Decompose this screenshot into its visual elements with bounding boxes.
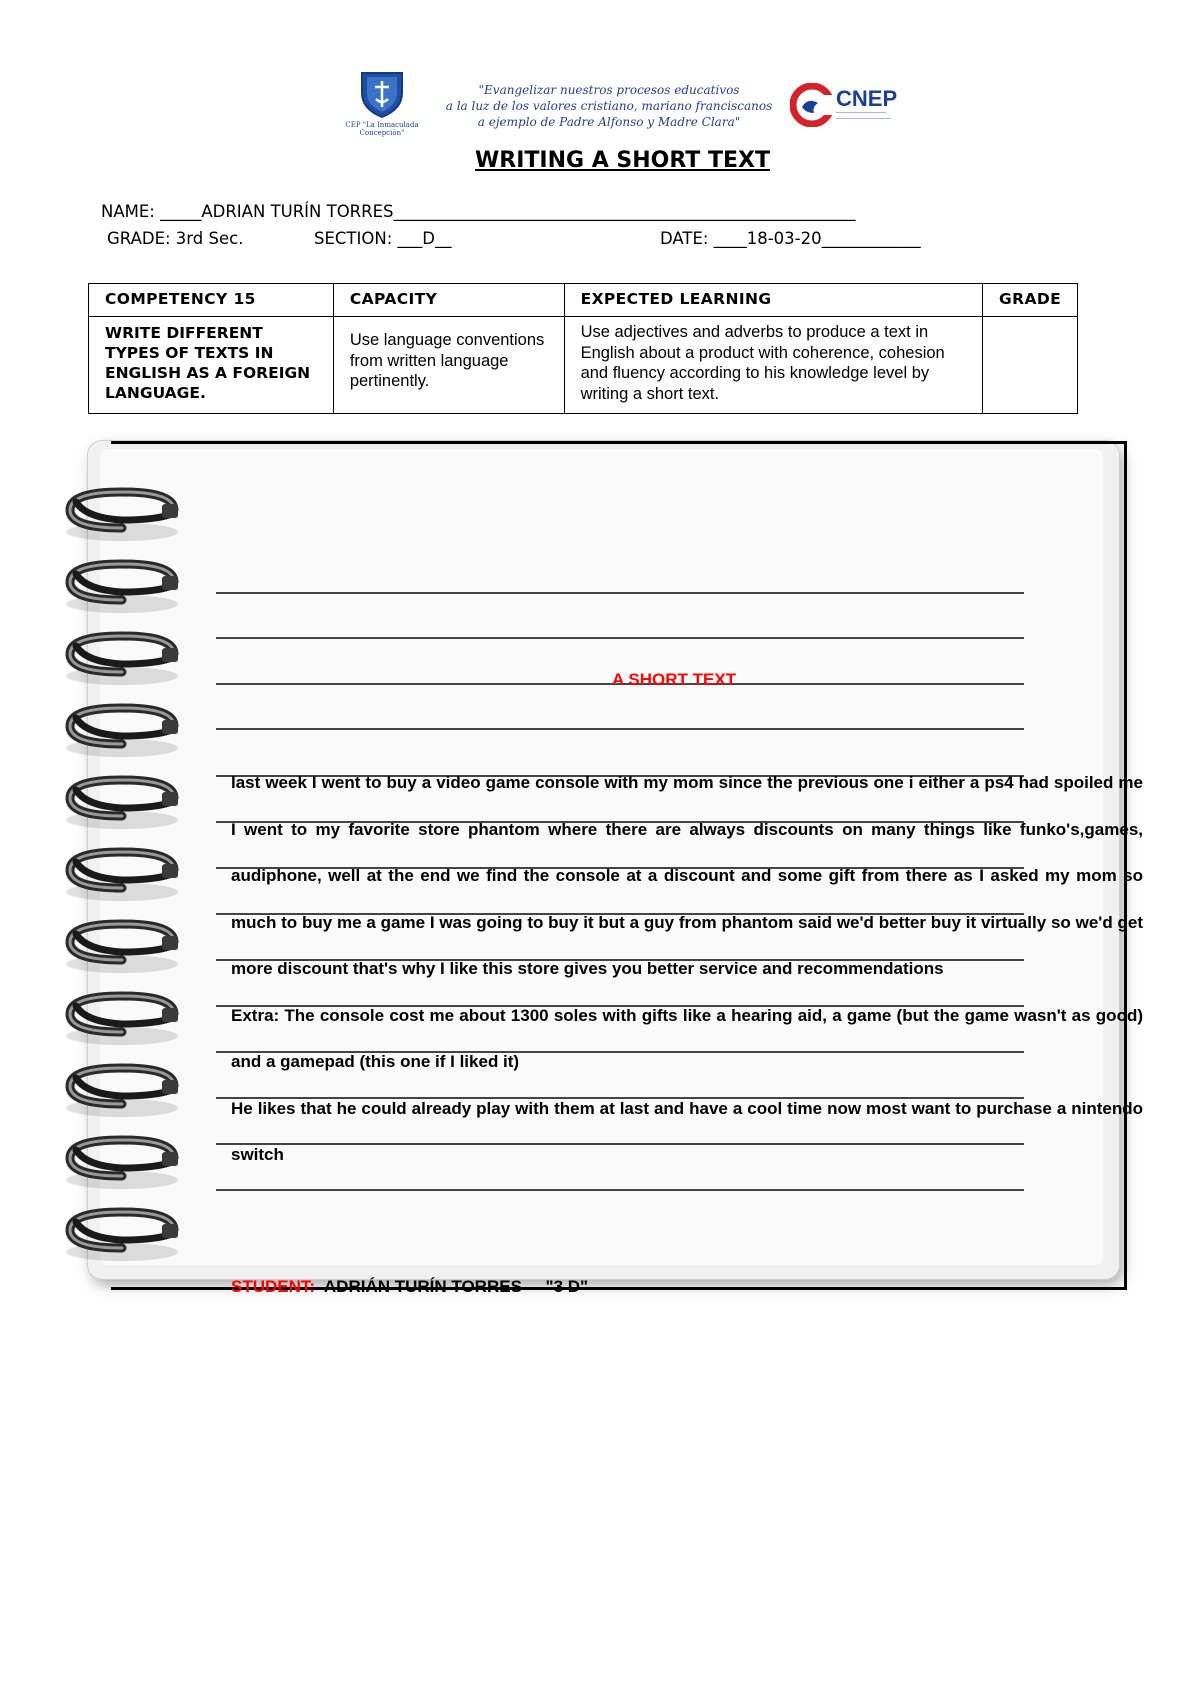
student-name: ADRIÁN TURÍN TORRES "3 D": [323, 1277, 589, 1296]
spiral-ring-icon: [56, 624, 181, 692]
ruled-line: [216, 592, 1024, 594]
student-label: STUDENT:: [231, 1277, 316, 1296]
spiral-ring-icon: [56, 1200, 181, 1268]
cnep-subtitle-mark: —————————— ———————————: [836, 110, 891, 122]
grade-cell: [982, 317, 1077, 414]
grade-field: GRADE: 3rd Sec.: [107, 229, 244, 248]
table-header-row: [89, 284, 1078, 317]
motto-line: "Evangelizar nuestros procesos educativos: [478, 83, 740, 97]
cnep-logo: [790, 67, 910, 143]
header-banner: [336, 67, 910, 143]
section-field: SECTION: ___D__: [314, 229, 452, 248]
story-paragraph: last week I went to buy a video game console with my mom since the previous one i either a ps4 had spoiled me I went to my favorite store phantom where there are always discounts on many things like funko's,games, audiphone, well at the end we find the console at a discount and some gift from there as I asked my mom so much to buy me a game I was going to buy it but a guy from phantom said we'd better buy it virtually so we'd get more discount that's why I like this store gives you better service and recommendations: [231, 773, 1143, 978]
spiral-ring-icon: [56, 1128, 181, 1196]
name-line: NAME: _____ADRIAN TURÍN TORRES________________________________________________________: [101, 202, 856, 221]
column-header: GRADE: [982, 284, 1077, 317]
motto-line: a ejemplo de Padre Alfonso y Madre Clara": [477, 115, 741, 129]
cnep-emblem-icon: [790, 83, 834, 127]
shield-icon: [356, 67, 408, 119]
column-header: EXPECTED LEARNING: [564, 284, 982, 317]
competency-cell: WRITE DIFFERENT TYPES OF TEXTS IN ENGLISH AS A FOREIGN LANGUAGE.: [89, 317, 334, 414]
spiral-binding: [56, 480, 186, 1290]
school-name: CEP "La Inmaculada Concepción": [345, 121, 419, 137]
school-logo: [336, 67, 428, 143]
student-signature: [231, 1277, 588, 1297]
spiral-ring-icon: [56, 552, 181, 620]
date-field: DATE: ____18-03-20____________: [660, 229, 921, 248]
school-motto: [428, 80, 790, 130]
short-text-title: A SHORT TEXT: [612, 670, 737, 689]
competency-table: [88, 283, 1078, 414]
motto-line: a la luz de los valores cristiano, mariano franciscanos: [445, 99, 773, 113]
capacity-cell: Use language conventions from written language pertinently.: [333, 317, 564, 414]
spiral-ring-icon: [56, 480, 181, 548]
column-header: CAPACITY: [333, 284, 564, 317]
ruled-line: [216, 1189, 1024, 1191]
spiral-ring-icon: [56, 984, 181, 1052]
column-header: COMPETENCY 15: [89, 284, 334, 317]
spiral-ring-icon: [56, 912, 181, 980]
story-paragraph: Extra: The console cost me about 1300 soles with gifts like a hearing aid, a game (but the game wasn't as good) and a gamepad (this one if I liked it): [231, 1005, 1143, 1071]
spiral-ring-icon: [56, 696, 181, 764]
ruled-line: [216, 728, 1024, 730]
cnep-logo-text: CNEP: [836, 86, 898, 111]
spiral-ring-icon: [56, 840, 181, 908]
ruled-line: [216, 637, 1024, 639]
spiral-ring-icon: [56, 768, 181, 836]
story-text: [231, 760, 1143, 1179]
story-paragraph: He likes that he could already play with them at last and have a cool time now most want to purchase a nintendo switch: [231, 1098, 1143, 1164]
page-title: WRITING A SHORT TEXT: [475, 148, 770, 173]
expected-learning-cell: Use adjectives and adverbs to produce a text in English about a product with coherence, cohesion and fluency according to his knowledge level by writing a short text.: [564, 317, 982, 414]
spiral-ring-icon: [56, 1056, 181, 1124]
table-row: [89, 317, 1078, 414]
